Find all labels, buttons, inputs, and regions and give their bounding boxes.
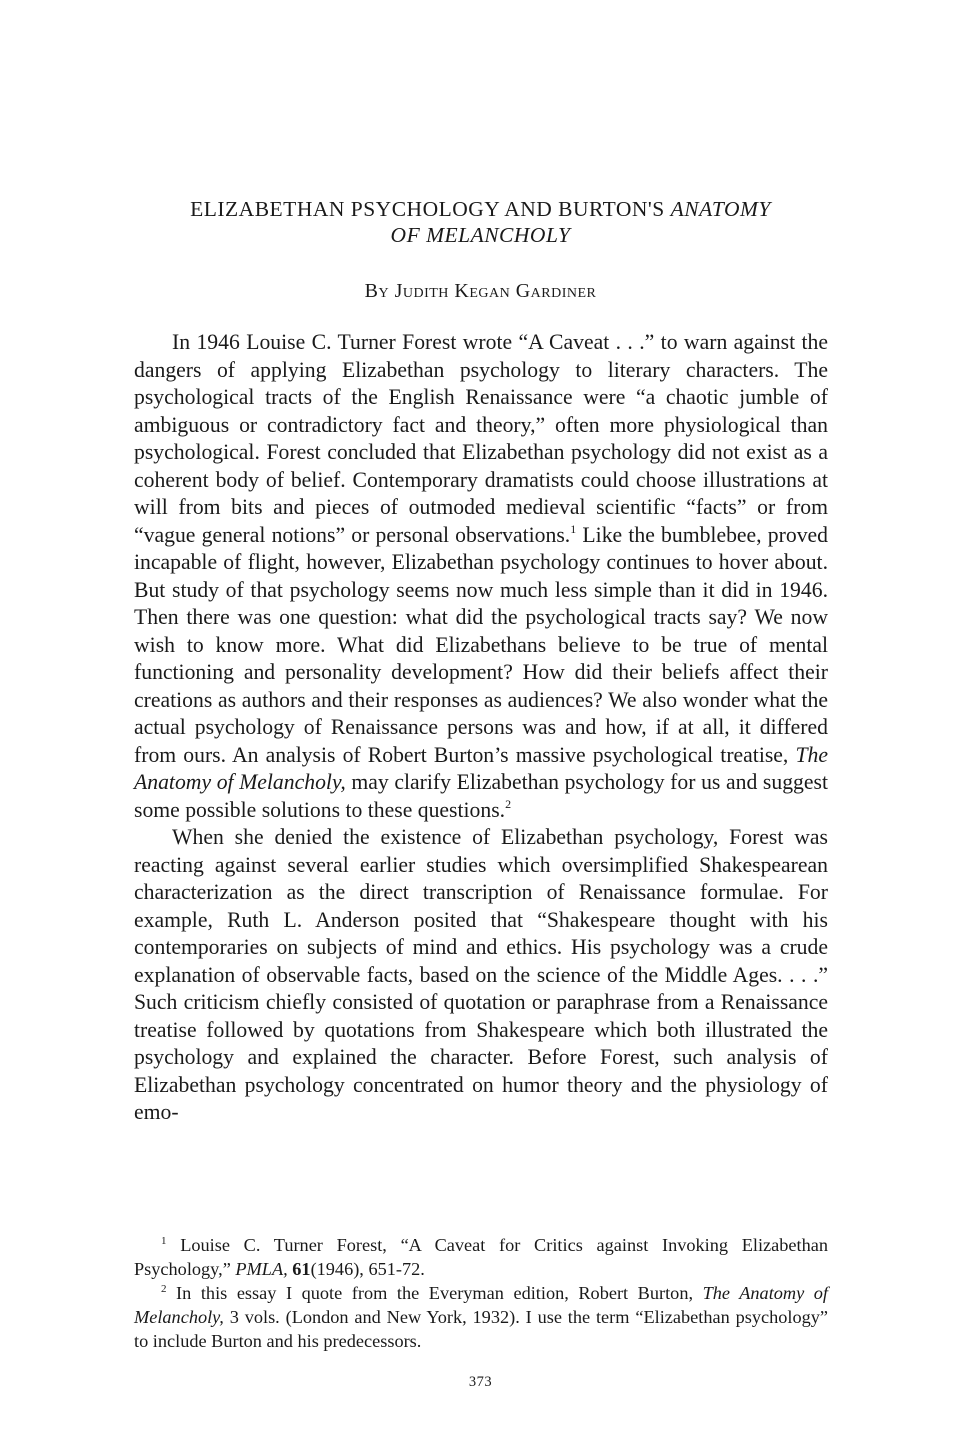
footnote-2-title: The Anatomy of Melancholy, (134, 1283, 829, 1327)
book-title-italic: The Anatomy of Melancholy, (134, 742, 828, 794)
article-title (100, 196, 861, 248)
footnote-1 (134, 1233, 828, 1281)
footnote-1-text-b: (1946), 651-72. (310, 1259, 425, 1279)
article-body (134, 329, 828, 1127)
byline-prefix: By (364, 280, 390, 302)
paragraph-1-part-a: In 1946 Louise C. Turner Forest wrote “A Caveat . . .” to warn against the dangers of applying Elizabethan psychology to literary characters. The psychological tracts of the English Renaissance were “a chaotic jumble of ambiguous or contradictory fact and theory,” often more physiological than psychological. Forest concluded that Elizabethan psychology did not exist as a coherent body of belief. Contemporary dramatists could choose illustrations at will from bits and pieces of outmoded medieval scientific “facts” or from “vague general notions” or personal observations. (134, 330, 828, 547)
title-italic-anatomy: ANATOMY (670, 197, 771, 221)
paragraph-1-part-b: Like the bumblebee, proved incapable of flight, however, Elizabethan psychology continues to hover about. But study of that psychology seems now much less simple than it did in 1946. Then there was one question: what did the psychological tracts say? We now wish to know more. What did Elizabethans believe to be true of mental functioning and personality development? How did their beliefs affect their creations as authors and their responses as audiences? We also wonder what the actual psychology of Renaissance persons was and how, if at all, it differed from ours. An analysis of Robert Burton’s massive psychological treatise, (134, 522, 829, 767)
author-name: Judith Kegan Gardiner (394, 280, 597, 302)
footnote-2 (134, 1281, 828, 1353)
footnotes (134, 1233, 828, 1353)
paragraph-1 (134, 329, 828, 824)
footnote-2-text-b: 3 vols. (London and New York, 1932). I use the term “Elizabethan psychology” to include Burton and his predecessors. (134, 1307, 828, 1351)
paragraph-2: When she denied the existence of Elizabethan psychology, Forest was reacting against several earlier studies which oversimplified Shakespearean characterization as the direct transcription of Renaissance formulae. For example, Ruth L. Anderson posited that “Shakespeare thought with his contemporaries on subjects of mind and ethics. His psychology was a crude explanation of observable facts, based on the science of the Middle Ages. . . .” Such criticism chiefly consisted of quotation or paraphrase from a Renaissance treatise followed by quotations from Shakespeare which both illustrated the psychology and explained the character. Before Forest, such analysis of Elizabethan psychology concentrated on humor theory and the physiology of emo- (134, 825, 828, 1124)
footnote-1-journal: PMLA, (235, 1259, 288, 1279)
footnote-1-mark: 1 (161, 1235, 167, 1247)
page-number: 373 (468, 1374, 493, 1390)
title-italic-melancholy: OF MELANCHOLY (390, 223, 571, 247)
footnote-1-volume: 61 (292, 1259, 311, 1279)
footnote-1-text-a: Louise C. Turner Forest, “A Caveat for Critics against Invoking Elizabethan Psychology,” (134, 1235, 828, 1279)
byline (100, 280, 861, 303)
title-roman: ELIZABETHAN PSYCHOLOGY AND BURTON'S (190, 197, 665, 221)
footnote-ref-1: 1 (570, 521, 577, 536)
paragraph-1-part-c: may clarify Elizabethan psychology for us and suggest some possible solutions to these questions. (134, 770, 828, 822)
footnote-ref-2: 2 (505, 796, 512, 811)
footnote-2-mark: 2 (161, 1283, 167, 1295)
footnote-2-text-a: In this essay I quote from the Everyman edition, Robert Burton, (166, 1283, 703, 1303)
